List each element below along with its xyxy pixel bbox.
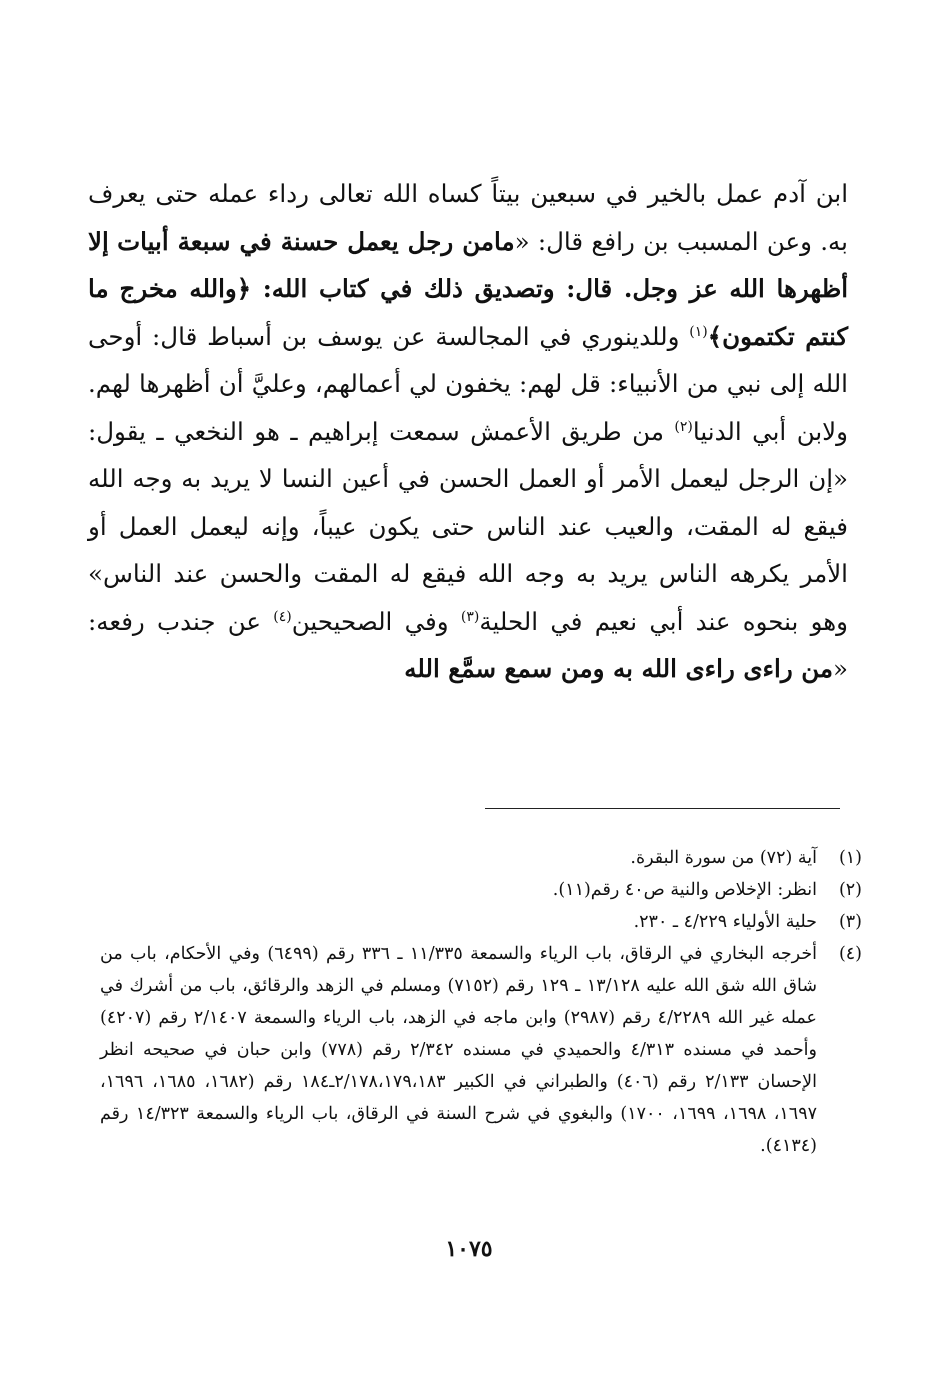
text-segment: إن الرجل ليعمل الأمر أو العمل الحسن في أعين النسا <box>281 464 834 493</box>
text-segment: ابن آدم عمل بالخير في سبعين بيتاً كساه الله تعالى رداء عمله حتى يعرف <box>88 179 848 208</box>
bold-hadith-text: إلا أظهرها الله عز وجل. قال: وتصديق ذلك في كتاب الله: ﴿والله مخرج <box>88 226 848 303</box>
footnote-number: (٢) <box>838 880 862 900</box>
text-segment: وفي <box>404 606 461 636</box>
footnote-ref: (١) <box>689 323 708 340</box>
text-segment: عن جندب رفعه: « <box>88 606 848 683</box>
footnote <box>100 938 862 1162</box>
text-segment: والحسن عند الناس» وهو بنحوه عند أبي نعيم في الحلية <box>88 559 848 636</box>
text-segment: أوحى الله إلى نبي من الأنبياء: قل لهم: يخفون لي أعمالهم، وعليَّ أن <box>88 321 848 398</box>
text-segment: به. وعن المسبب بن رافع قال: « <box>514 226 848 256</box>
page-number: ١٠٧٥ <box>445 1236 493 1262</box>
footnote-number: (٤) <box>838 944 862 964</box>
main-text <box>88 170 848 693</box>
footnote <box>100 842 862 874</box>
bold-hadith-text: مامن رجل يعمل حسنة في سبعة أبيات <box>117 226 515 256</box>
footnote <box>100 874 862 906</box>
footnote-ref: (٣) <box>460 608 480 625</box>
footnote-ref: (٢) <box>674 418 693 435</box>
text-segment: الصحيحين <box>291 606 393 636</box>
text-segment: وإنه ليعمل العمل أو الأمر يكرهه الناس يريد به وجه الله فيقع له المقت <box>88 511 848 588</box>
footnote-text: آية (٧٢) من سورة البقرة. <box>630 848 817 868</box>
footnote-ref: (٤) <box>273 608 292 625</box>
footnote-number: (١) <box>838 848 862 868</box>
bold-hadith-text: من راءى راءى الله به ومن سمع سمَّع الله <box>404 654 833 683</box>
text-segment: لا يريد به وجه الله فيقع له المقت، والعيب عند الناس حتى يكون عيباً، <box>88 464 848 541</box>
footnote-number: (٣) <box>838 912 862 932</box>
text-segment: من طريق الأعمش سمعت إبراهيم ـ هو <box>254 416 675 446</box>
footnote-text: حلية الأولياء ٤/٢٢٩ ـ ٢٣٠. <box>633 912 817 932</box>
text-segment: النخعي ـ يقول: « <box>88 416 849 493</box>
footnote <box>100 906 862 938</box>
footnote-text: انظر: الإخلاص والنية ص٤٠ رقم(١١). <box>552 880 817 900</box>
footnotes <box>100 842 862 1162</box>
text-segment: أظهرها لهم. ولابن أبي الدنيا <box>88 369 848 446</box>
text-segment: وللدينوري في المجالسة عن يوسف بن أسباط قال: <box>152 321 690 351</box>
footnote-text: أخرجه البخاري في الرقاق، باب الرياء والسمعة ١١/٣٣٥ ـ ٣٣٦ رقم (٦٤٩٩) وفي الأحكام، باب من شاق الله شق الله عليه ١٣/١٢٨ ـ ١٢٩ رقم (٧١٥٢) ومسلم في الزهد والرقائق، باب من أشرك في عمله غير الله ٤/٢٢٨٩ رقم (٢٩٨٧) وابن ماجه في الزهد، باب الرياء والسمعة ٢/١٤٠٧ رقم (٤٢٠٧) وأحمد في مسنده ٤/٣١٣ والحميدي في مسنده ٢/٣٤٢ رقم (٧٧٨) وابن حبان في صحيحه انظر الإحسان ٢/١٣٣ رقم (٤٠٦) والطبراني في الكبير ٢/١٧٨،١٧٩،١٨٣ـ١٨٤ رقم (١٦٨٢، ١٦٨٥، ١٦٩٦، ١٦٩٧، ١٦٩٨، ١٦٩٩، ١٧٠٠) والبغوي في شرح السنة في الرقاق، باب الرياء والسمعة ١٤/٣٢٣ رقم (٤١٣٤). <box>100 944 818 1156</box>
bold-quran-text: ما كنتم تكتمون﴾ <box>88 274 848 351</box>
footnote-separator <box>485 808 840 809</box>
